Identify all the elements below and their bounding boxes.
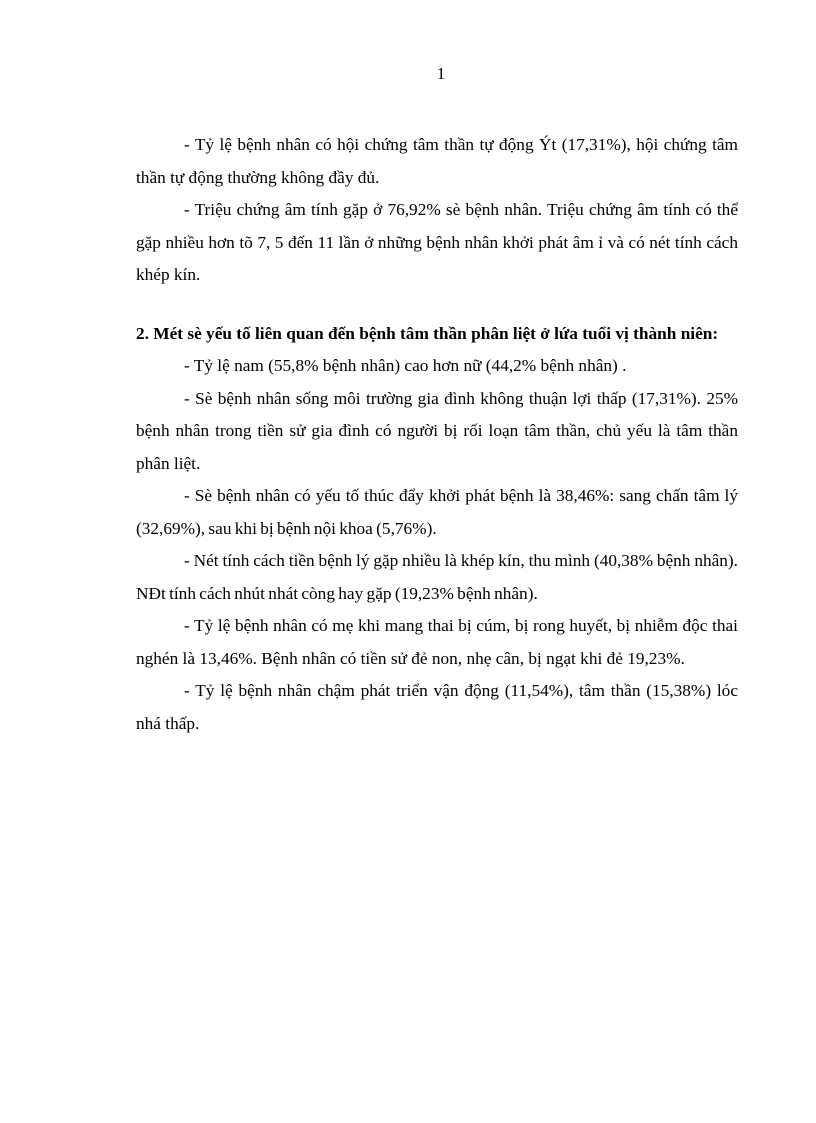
- paragraph-personality-traits: - Nét tính cách tiền bệnh lý gặp nhiều là khép kín, thu mình (40,38% bệnh nhân). NÐt tính cách nhút nhát còng hay gặp (19,23% bệnh nhân).: [136, 551, 738, 603]
- paragraph-family-environment: - Sè bệnh nhân sống môi trường gia đình không thuận lợi thấp (17,31%). 25% bệnh nhân trong tiền sử gia đình có người bị rối loạn tâm thần, chủ yếu là tâm thần phân liệt.: [136, 388, 738, 473]
- paragraph-pregnancy-factors: - Tỷ lệ bệnh nhân có mẹ khi mang thai bị cúm, bị rong huyết, bị nhiễm độc thai nghén là 13,46%. Bệnh nhân có tiền sử đẻ non, nhẹ cân, bị ngạt khi đẻ 19,23%.: [136, 616, 738, 668]
- paragraph-developmental-delay: - Tỷ lệ bệnh nhân chậm phát triển vận động (11,54%), tâm thần (15,38%) lóc nhá thấp.: [136, 681, 738, 733]
- section-heading: 2. Mét sè yếu tố liên quan đến bệnh tâm thần phân liệt ở lứa tuổi vị thành niên:: [136, 323, 719, 343]
- document-body: [136, 129, 738, 740]
- paragraph-auto-syndrome: - Tỷ lệ bệnh nhân có hội chứng tâm thần tự động Ýt (17,31%), hội chứng tâm thần tự động thường không đầy đủ.: [136, 135, 738, 187]
- paragraph-negative-symptoms: - Triệu chứng âm tính gặp ở 76,92% sè bệnh nhân. Triệu chứng âm tính có thể gặp nhiều hơn tõ 7, 5 đến 11 lần ở những bệnh nhân khởi phát âm ỉ và có nét tính cách khép kín.: [136, 200, 738, 284]
- paragraph-gender-ratio: - Tỷ lệ nam (55,8% bệnh nhân) cao hơn nữ (44,2% bệnh nhân) .: [184, 356, 627, 375]
- page-number: 1: [436, 64, 446, 83]
- paragraph-triggering-factors: - Sè bệnh nhân có yếu tố thúc đẩy khởi phát bệnh là 38,46%: sang chấn tâm lý (32,69%), sau khi bị bệnh nội khoa (5,76%).: [136, 486, 738, 538]
